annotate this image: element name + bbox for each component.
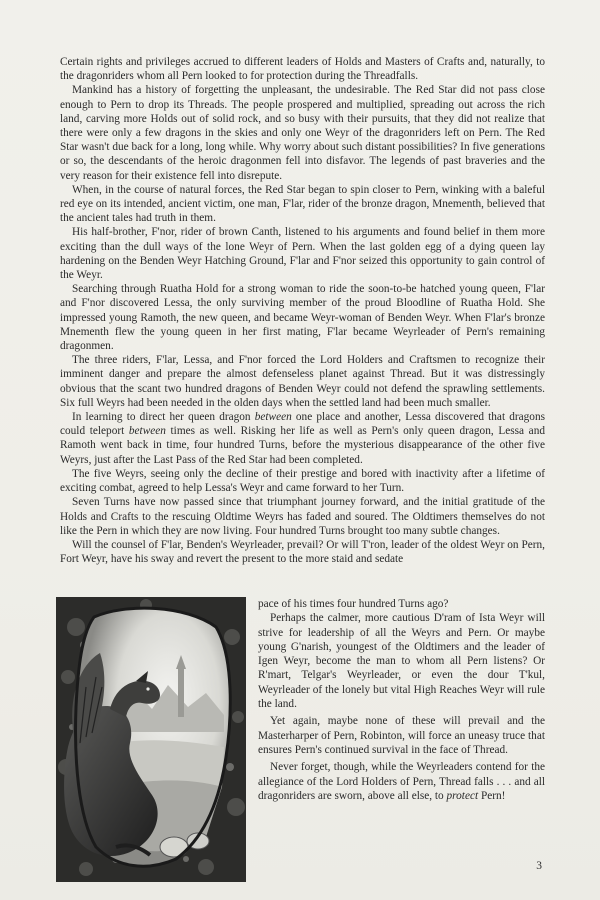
wrap-paragraph-2: Perhaps the calmer, more cautious D'ram of Ista Weyr will strive for leadership of all the Weyrs and Pern. Or maybe young G'narish, youngest of the Oldtimers and the leader of Igen Weyr, become the man to whom all Pern listens? Or R'mart, Telgar's Weyrleader, or even the dour T'kul, Weyrleader of the lonely but vital High Reaches Weyr will rule the land.	[258, 612, 545, 711]
wrap-paragraph-1: pace of his times four hundred Turns ago?	[258, 598, 449, 610]
wrap-paragraph-3: Yet again, maybe none of these will prevail and the Masterharper of Pern, Robinton, will force an uneasy truce that ensures Pern's continued survival in the face of Thread.	[258, 715, 545, 756]
dragon-cave-image	[56, 597, 246, 882]
body-text-column	[60, 55, 545, 566]
final-text-a: Never forget, though, while the Weyrleaders contend for the allegiance of the Lord Holders of Pern, Thread falls . . . and all dragonriders are sworn, above all else, to	[258, 761, 545, 802]
italic-between-2: between	[128, 425, 166, 438]
paragraph-3: When, in the course of natural forces, the Red Star began to spin closer to Pern, winking with a baleful red eye on its intended, ancient victim, one man, F'lar, rider of the bronze dragon, Mnementh, believed that the ancient tales had truth in them.	[60, 183, 545, 225]
paragraph-4: His half-brother, F'nor, rider of brown Canth, listened to his arguments and found belief in them more exciting than the dull ways of the lone Weyr of Pern. When the last golden egg of a dying queen lay hardening on the Benden Weyr Hatching Ground, F'lar and F'nor seized this opportunity to gain control of the Weyr.	[60, 226, 545, 282]
paragraph-8: The five Weyrs, seeing only the decline of their prestige and bored with inactivity after a lifetime of exciting combat, agreed to help Lessa's Weyr and came forward to her Turn.	[60, 467, 545, 495]
paragraph-2: Mankind has a history of forgetting the unpleasant, the undesirable. The Red Star did not pass close enough to Pern to drop its Threads. The people prospered and multiplied, spreading out across the rich land, carving more Holds out of solid rock, and so busy with their pursuits, that they did not realize that there were only a few dragons in the skies and only one Weyr of the dragonriders left on Pern. The Red Star wasn't due back for a long, long while. Why worry about such distant possibilities? In five generations or so, the descendants of the heroic dragonmen fell into disfavor. The legends of past braveries and the very reason for their existence fell into disrepute.	[60, 84, 545, 182]
paragraph-7	[60, 410, 545, 467]
paragraph-10: Will the counsel of F'lar, Benden's Weyrleader, prevail? Or will T'ron, leader of the oldest Weyr on Pern, Fort Weyr, have his sway and revert the present to the more staid and sedate	[60, 538, 545, 566]
final-text-b: Pern!	[478, 789, 506, 802]
dragon-illustration	[56, 597, 246, 882]
paragraph-6: The three riders, F'lar, Lessa, and F'nor forced the Lord Holders and Craftsmen to recognize their imminent danger and prepare the almost defenseless planet against Thread. But it was distressingly obvious that the scant two hundred dragons of Benden Weyr could not defend the sprawling settlements. Six full Weyrs had been needed in the olden days when the settled land had been much smaller.	[60, 354, 545, 409]
paragraph-7-text-a: In learning to direct her queen dragon	[72, 411, 255, 424]
italic-protect: protect	[446, 789, 479, 802]
illustrated-section	[60, 597, 545, 867]
italic-between-1: between	[254, 411, 292, 424]
paragraph-7-text-c: times as well. Risking her life as well as Pern's only queen dragon, Lessa and Ramoth went back in time, four hundred Turns, before the mysterious disappearance of the other five Weyrs, just after the Last Pass of the Red Star had been completed.	[60, 425, 545, 466]
page-number: 3	[536, 860, 542, 872]
paragraph-7-text-b: one place and another, Lessa discovered that dragons could teleport	[60, 411, 545, 438]
paragraph-5: Searching through Ruatha Hold for a strong woman to ride the soon-to-be hatched young queen, F'lar and F'nor discovered Lessa, the only surviving member of the proud Bloodline of Ruatha Hold. She impressed young Ramoth, the new queen, and became Weyr-woman of Benden Weyr. When F'lar's bronze Mnementh flew the young queen in her first mating, F'lar became Weyrleader of Pern's remaining dragonmen.	[60, 283, 545, 353]
paragraph-9: Seven Turns have now passed since that triumphant journey forward, and the initial gratitude of the Holds and Crafts to the rescuing Oldtime Weyrs has faded and soured. The Oldtimers themselves do not like the Pern in which they are now living. Four hundred Turns brought too many subtle changes.	[60, 496, 545, 537]
paragraph-1: Certain rights and privileges accrued to different leaders of Holds and Masters of Crafts and, naturally, to the dragonriders whom all Pern looked to for protection during the Threadfalls.	[60, 56, 545, 83]
